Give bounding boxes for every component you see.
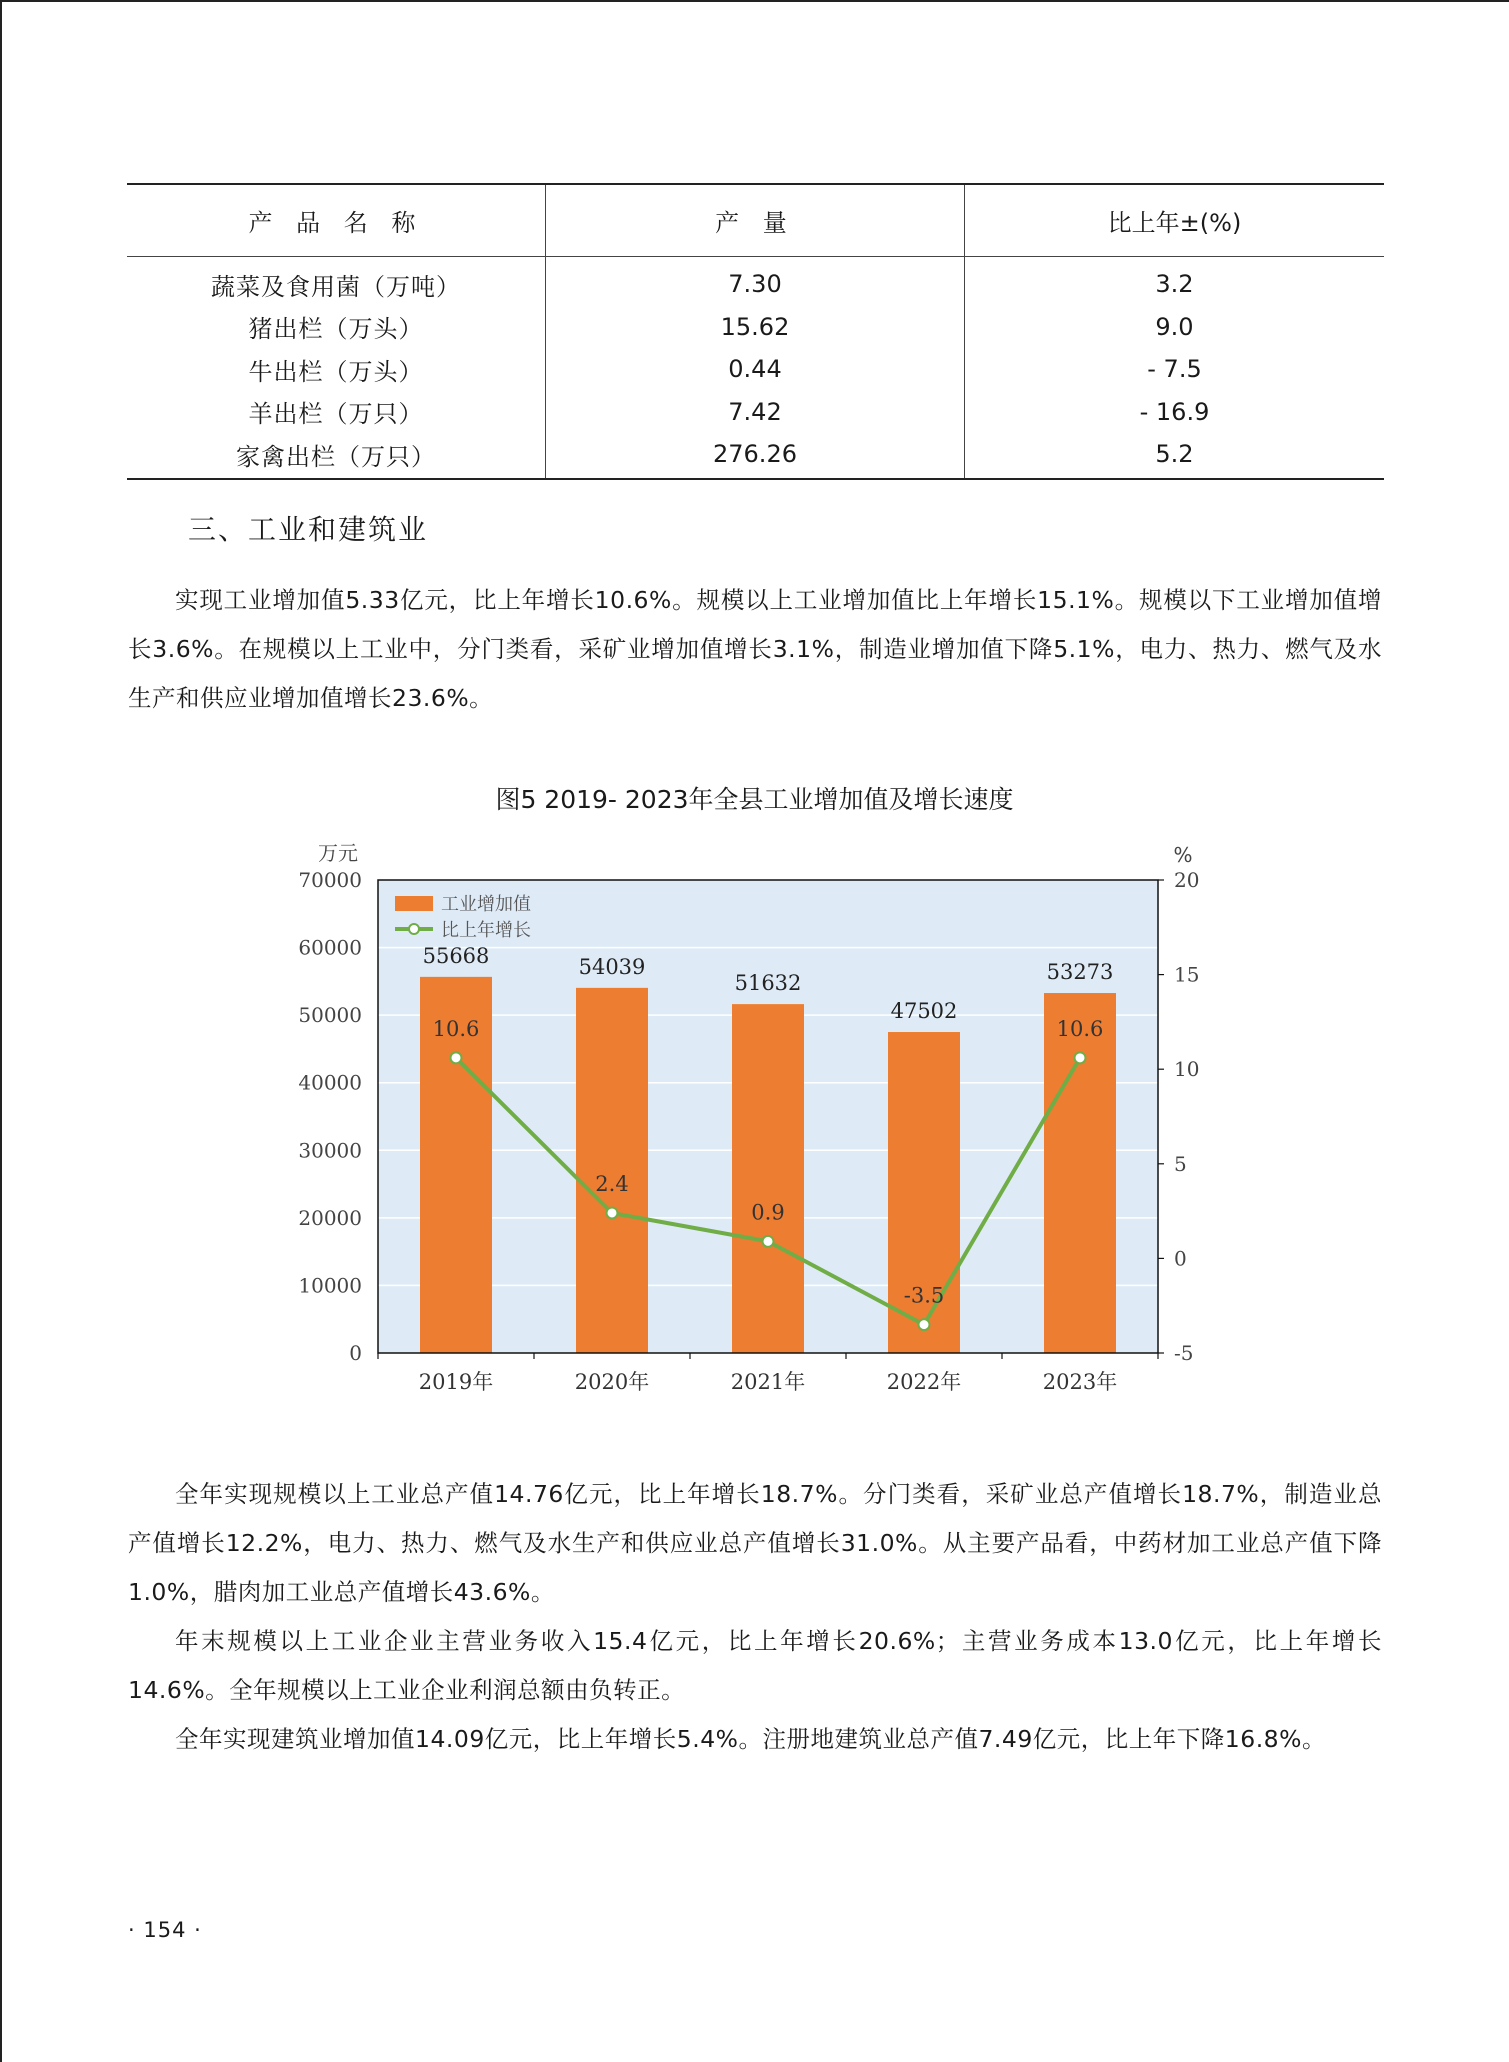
table-cell-change: 3.2 [1155,270,1194,299]
growth-point [451,1052,462,1063]
growth-point [763,1236,774,1247]
growth-point [919,1319,930,1330]
chart-title: 图5 2019- 2023年全县工业增加值及增长速度 [495,785,1014,814]
left-tick-label: 40000 [298,1070,362,1095]
left-tick-label: 30000 [298,1138,362,1163]
right-tick-label: 10 [1174,1057,1200,1082]
bar [732,1004,804,1353]
left-tick-label: 60000 [298,935,362,960]
growth-data-label: -3.5 [903,1283,945,1308]
left-tick-label: 0 [349,1341,362,1365]
paragraph-industry-value-added: 实现工业增加值5.33亿元，比上年增长10.6%。规模以上工业增加值比上年增长15.1%。规模以下工业增加值增长3.6%。在规模以上工业中，分门类看，采矿业增加值增长3.1%，制造业增加值下降5.1%，电力、热力、燃气及水生产和供应业增加值增长23.6%。 [128,586,1382,712]
table-header-change: 比上年±(%) [965,184,1385,257]
growth-data-label: 10.6 [1056,1016,1104,1041]
right-tick-label: 20 [1174,868,1200,892]
bar-data-label: 47502 [890,999,958,1024]
x-tick-label: 2019年 [418,1370,494,1394]
table-header-output: 产 量 [546,184,965,257]
table-cell-change: 9.0 [1155,312,1194,341]
table-cell-name: 家禽出栏（万只） [127,433,546,479]
right-tick-label: 0 [1174,1246,1187,1271]
table-cell-name: 猪出栏（万头） [127,306,546,349]
left-tick-label: 10000 [298,1273,362,1298]
table-cell-output: 0.44 [546,348,965,391]
growth-data-label: 10.6 [432,1016,480,1041]
bar-data-label: 54039 [578,954,646,979]
paragraph-gross-output: 全年实现规模以上工业总产值14.76亿元，比上年增长18.7%。分门类看，采矿业总产值增长18.7%，制造业总产值增长12.2%，电力、热力、燃气及水生产和供应业总产值增长31.0%。从主要产品看，中药材加工业总产值下降1.0%，腊肉加工业总产值增长43.6%。 [128,1480,1382,1606]
bar-data-label: 55668 [422,943,490,968]
left-tick-label: 50000 [298,1003,362,1028]
growth-data-label: 2.4 [595,1171,629,1196]
legend-swatch-marker [409,924,419,934]
growth-point [1075,1052,1086,1063]
growth-data-label: 0.9 [751,1200,785,1225]
x-tick-label: 2021年 [730,1370,806,1394]
table-cell-output: 15.62 [546,306,965,349]
legend-swatch-bar [395,896,433,911]
right-axis-unit: % [1173,843,1193,867]
bar [1044,993,1116,1353]
table-cell-change: - 16.9 [1139,397,1210,426]
bar-data-label: 53273 [1046,960,1114,985]
right-tick-label: -5 [1174,1341,1194,1365]
page-number: · 154 · [128,1918,202,1942]
growth-point [607,1207,618,1218]
table-cell-output: 7.42 [546,391,965,434]
table-header-product-name: 产 品 名 称 [127,184,546,257]
left-axis-unit: 万元 [318,841,358,865]
table-cell-name: 牛出栏（万头） [127,348,546,391]
table-cell-name: 蔬菜及食用菌（万吨） [127,257,546,306]
table-cell-change: - 7.5 [1147,355,1202,384]
table-cell-name: 羊出栏（万只） [127,391,546,434]
x-tick-label: 2020年 [574,1370,650,1394]
legend-label-line: 比上年增长 [441,920,531,941]
right-tick-label: 15 [1174,962,1200,987]
table-cell-output: 7.30 [546,257,965,306]
bar-data-label: 51632 [734,971,802,996]
table-cell-change: 5.2 [965,433,1385,479]
bar [576,988,648,1353]
right-tick-label: 5 [1174,1151,1187,1176]
paragraph-revenue: 年末规模以上工业企业主营业务收入15.4亿元，比上年增长20.6%；主营业务成本13.0亿元，比上年增长14.6%。全年规模以上工业企业利润总额由负转正。 [128,1627,1382,1704]
table-cell-output: 276.26 [546,433,965,479]
section-heading: 三、工业和建筑业 [188,513,429,546]
x-tick-label: 2023年 [1042,1370,1118,1394]
x-tick-label: 2022年 [886,1370,962,1394]
legend-label-bar: 工业增加值 [441,894,531,915]
left-tick-label: 20000 [298,1205,362,1230]
left-tick-label: 70000 [298,868,362,892]
paragraph-construction: 全年实现建筑业增加值14.09亿元，比上年增长5.4%。注册地建筑业总产值7.49亿元，比上年下降16.8%。 [175,1725,1326,1753]
